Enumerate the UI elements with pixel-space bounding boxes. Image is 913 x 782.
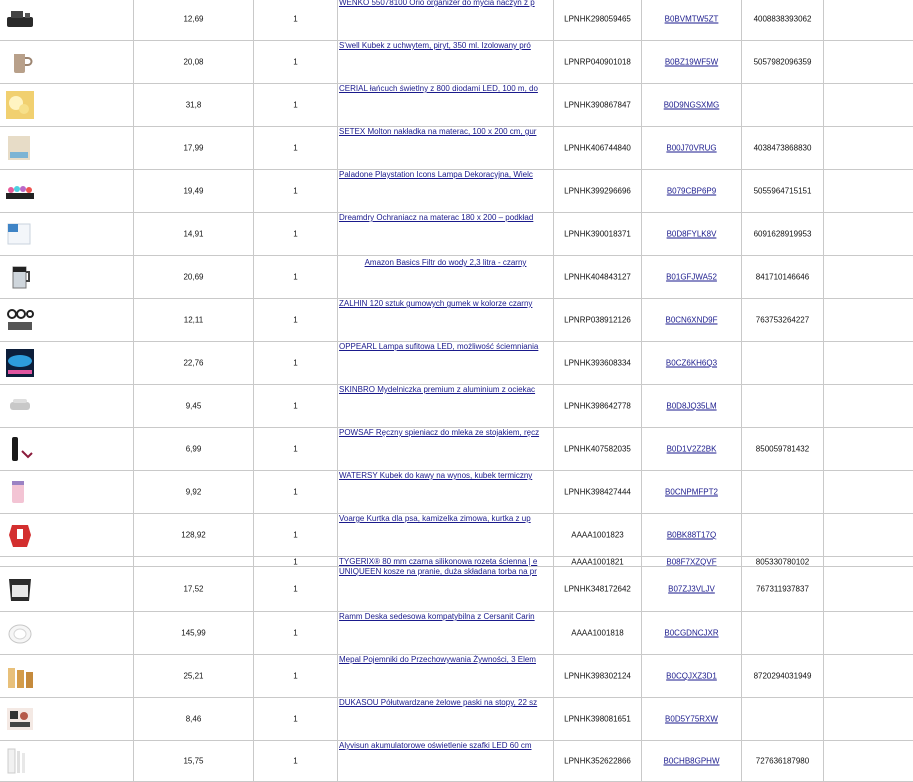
soap-dish-icon[interactable] (4, 390, 36, 422)
lpn-cell[interactable] (554, 655, 642, 697)
table-row (0, 385, 913, 428)
product-title-link[interactable]: SETEX Molton nakładka na materac, 100 x 200 cm, gur (339, 127, 537, 136)
price-cell[interactable] (134, 698, 254, 740)
lpn-cell[interactable] (554, 299, 642, 341)
empty-cell[interactable] (824, 84, 913, 126)
price-cell[interactable] (134, 557, 254, 566)
thumbnail-cell (0, 655, 134, 697)
quantity-cell[interactable] (254, 741, 338, 781)
title-cell (338, 41, 554, 83)
lpn-cell[interactable] (554, 385, 642, 427)
ean-value: 4038473868830 (753, 143, 812, 153)
empty-cell[interactable] (824, 299, 913, 341)
quantity-value: 1 (293, 186, 298, 196)
ean-value: 8720294031949 (753, 671, 812, 681)
title-cell (338, 557, 554, 566)
asin-link[interactable]: B0D8FYLK8V (666, 229, 717, 239)
title-cell (338, 0, 554, 40)
table-row (0, 741, 913, 782)
title-cell (338, 741, 554, 781)
price-value: 9,45 (185, 401, 202, 411)
price-cell[interactable] (134, 41, 254, 83)
asin-link[interactable]: B0CGDNCJXR (664, 628, 719, 638)
laundry-basket-icon[interactable] (4, 573, 36, 605)
product-title-link[interactable]: UNIQUEEN kosze na pranie, duża składana torba na pr (339, 567, 537, 576)
ean-cell[interactable] (742, 471, 824, 513)
table-row (0, 655, 913, 698)
quantity-value: 1 (293, 358, 298, 368)
asin-link[interactable]: B0D1V2Z2BK (666, 444, 717, 454)
title-cell (338, 471, 554, 513)
quantity-value: 1 (293, 487, 298, 497)
ean-value: 767311937837 (756, 584, 809, 594)
thumbnail-cell (0, 471, 134, 513)
title-cell (338, 612, 554, 654)
lpn-value: LPNHK352622866 (564, 756, 631, 766)
ean-value: 6091628919953 (753, 229, 812, 239)
asin-link[interactable]: B0CHB8GPHW (663, 756, 720, 766)
quantity-cell[interactable] (254, 655, 338, 697)
price-cell[interactable] (134, 127, 254, 169)
lpn-cell[interactable] (554, 256, 642, 298)
quantity-cell[interactable] (254, 41, 338, 83)
asin-link[interactable]: B0D9NGSXMG (663, 100, 720, 110)
asin-link[interactable]: B0D8JQ35LM (666, 401, 717, 411)
lpn-cell[interactable] (554, 557, 642, 566)
product-title-link[interactable]: POWSAF Ręczny spieniacz do mleka ze stojakiem, ręcz (339, 428, 540, 437)
ean-value: 4008838393062 (753, 14, 812, 24)
ean-cell[interactable] (742, 0, 824, 40)
lpn-cell[interactable] (554, 0, 642, 40)
thumbnail-cell (0, 514, 134, 556)
price-cell[interactable] (134, 213, 254, 255)
price-cell[interactable] (134, 84, 254, 126)
title-cell (338, 170, 554, 212)
asin-link[interactable]: B00J70VRUG (666, 143, 717, 153)
empty-cell[interactable] (824, 567, 913, 611)
price-value: 20,69 (183, 272, 204, 282)
lpn-value: LPNHK390867847 (564, 100, 631, 110)
quantity-cell[interactable] (254, 299, 338, 341)
ean-value: 5055964715151 (753, 186, 812, 196)
thumbnail-cell (0, 213, 134, 255)
asin-cell (642, 567, 742, 611)
asin-cell (642, 0, 742, 40)
price-cell[interactable] (134, 385, 254, 427)
thumbnail-cell (0, 170, 134, 212)
quantity-cell[interactable] (254, 213, 338, 255)
thumbnail-cell (0, 41, 134, 83)
price-cell[interactable] (134, 514, 254, 556)
asin-link[interactable]: B07ZJ3VLJV (668, 584, 715, 594)
ean-value: 805330780102 (755, 557, 810, 566)
lpn-value: LPNHK393608334 (564, 358, 631, 368)
title-cell (338, 514, 554, 556)
quantity-value: 1 (293, 57, 298, 67)
asin-link[interactable]: B079CBP6P9 (666, 186, 717, 196)
table-row (0, 256, 913, 299)
lpn-cell[interactable] (554, 514, 642, 556)
asin-cell (642, 557, 742, 566)
product-title-link[interactable]: OPPEARL Lampa sufitowa LED, możliwość ściemniania (339, 342, 539, 351)
lpn-cell[interactable] (554, 428, 642, 470)
thumbnail-cell (0, 0, 134, 40)
ean-cell[interactable] (742, 127, 824, 169)
lpn-value: LPNHK398081651 (564, 714, 631, 724)
product-title-link[interactable]: WATERSY Kubek do kawy na wynos, kubek termiczny (339, 471, 533, 480)
quantity-value: 1 (293, 272, 298, 282)
asin-cell (642, 385, 742, 427)
price-cell[interactable] (134, 170, 254, 212)
thumbnail-cell (0, 127, 134, 169)
title-cell (338, 213, 554, 255)
quantity-value: 1 (293, 315, 298, 325)
thumbnail-cell (0, 557, 134, 566)
mug-icon[interactable] (4, 46, 36, 78)
title-cell (338, 655, 554, 697)
lpn-value: AAAA1001821 (571, 557, 624, 566)
table-row (0, 41, 913, 84)
lpn-value: AAAA1001818 (571, 628, 624, 638)
quantity-cell[interactable] (254, 698, 338, 740)
quantity-value: 1 (293, 229, 298, 239)
price-value: 8,46 (185, 714, 202, 724)
milk-frother-icon[interactable] (4, 433, 36, 465)
asin-link[interactable]: B0BVMTW5ZT (664, 14, 719, 24)
product-title-link[interactable]: CERIAL łańcuch świetlny z 800 diodami LED, 100 m, do (339, 84, 538, 93)
quantity-value: 1 (293, 14, 298, 24)
title-cell (338, 84, 554, 126)
asin-cell (642, 299, 742, 341)
foot-patches-icon[interactable] (4, 703, 36, 735)
quantity-value: 1 (293, 557, 298, 566)
cabinet-light-icon[interactable] (4, 745, 36, 777)
quantity-cell[interactable] (254, 514, 338, 556)
price-value: 15,75 (183, 756, 204, 766)
table-row (0, 127, 913, 170)
product-title-link[interactable]: SKINBRO Mydelniczka premium z aluminium z ociekac (339, 385, 536, 394)
quantity-cell[interactable] (254, 84, 338, 126)
lpn-value: LPNHK298059465 (564, 14, 631, 24)
price-cell[interactable] (134, 428, 254, 470)
thumbnail-cell (0, 428, 134, 470)
price-value: 145,99 (181, 628, 206, 638)
lpn-value: LPNRP038912126 (564, 315, 631, 325)
quantity-value: 1 (293, 100, 298, 110)
quantity-cell[interactable] (254, 0, 338, 40)
thumbnail-cell (0, 741, 134, 781)
asin-cell (642, 342, 742, 384)
lpn-cell[interactable] (554, 41, 642, 83)
empty-cell[interactable] (824, 256, 913, 298)
asin-cell (642, 84, 742, 126)
price-value: 128,92 (181, 530, 206, 540)
product-title-link[interactable]: Paladone Playstation Icons Lampa Dekoracyjna, Wielc (339, 170, 533, 179)
title-cell (338, 698, 554, 740)
playstation-lamp-icon[interactable] (4, 175, 36, 207)
ean-value: 5057982096359 (753, 57, 812, 67)
thumbnail-cell (0, 385, 134, 427)
table-row (0, 471, 913, 514)
asin-link[interactable]: B0CNPMFPT2 (665, 487, 718, 497)
price-cell[interactable] (134, 567, 254, 611)
ean-cell[interactable] (742, 741, 824, 781)
quantity-value: 1 (293, 530, 298, 540)
product-title-link[interactable]: DUKASOU Półutwardzane żelowe paski na stopy, 22 sz (339, 698, 538, 707)
empty-cell[interactable] (824, 471, 913, 513)
quantity-cell[interactable] (254, 256, 338, 298)
ean-value: 763753264227 (755, 315, 810, 325)
ean-cell[interactable] (742, 514, 824, 556)
product-title-link[interactable]: Mepal Pojemniki do Przechowywania Żywności, 3 Elem (339, 655, 536, 664)
lpn-value: LPNHK398427444 (564, 487, 631, 497)
table-row (0, 0, 913, 41)
dog-jacket-icon[interactable] (4, 519, 36, 551)
table-row (0, 342, 913, 385)
asin-cell (642, 514, 742, 556)
lpn-cell[interactable] (554, 84, 642, 126)
lpn-value: LPNHK348172642 (564, 584, 631, 594)
asin-cell (642, 213, 742, 255)
travel-mug-icon[interactable] (4, 476, 36, 508)
lpn-value: AAAA1001823 (571, 530, 624, 540)
lpn-cell[interactable] (554, 612, 642, 654)
price-cell[interactable] (134, 0, 254, 40)
empty-cell[interactable] (824, 612, 913, 654)
water-filter-jug-icon[interactable] (4, 261, 36, 293)
quantity-cell[interactable] (254, 557, 338, 566)
lpn-cell[interactable] (554, 741, 642, 781)
price-value: 31,8 (185, 100, 202, 110)
table-row (0, 612, 913, 655)
ean-cell[interactable] (742, 299, 824, 341)
thumbnail-cell (0, 299, 134, 341)
ean-cell[interactable] (742, 428, 824, 470)
asin-cell (642, 471, 742, 513)
ean-cell[interactable] (742, 41, 824, 83)
title-cell (338, 299, 554, 341)
empty-cell[interactable] (824, 428, 913, 470)
quantity-value: 1 (293, 756, 298, 766)
asin-link[interactable]: B0BK88T17Q (666, 530, 717, 540)
lpn-cell[interactable] (554, 698, 642, 740)
thumbnail-cell (0, 256, 134, 298)
asin-cell (642, 741, 742, 781)
quantity-cell[interactable] (254, 342, 338, 384)
quantity-value: 1 (293, 584, 298, 594)
organizer-tray-icon[interactable] (4, 3, 36, 35)
price-value: 25,21 (183, 671, 204, 681)
ean-cell[interactable] (742, 655, 824, 697)
mattress-pad-icon[interactable] (4, 132, 36, 164)
lpn-value: LPNHK399296696 (564, 186, 631, 196)
asin-cell (642, 170, 742, 212)
table-row (0, 514, 913, 557)
lpn-value: LPNRP040901018 (564, 57, 631, 67)
quantity-value: 1 (293, 628, 298, 638)
product-title-link[interactable]: TYGERIX® 80 mm czarna silikonowa rozeta ścienna | e (339, 557, 538, 566)
ean-cell[interactable] (742, 342, 824, 384)
price-cell[interactable] (134, 741, 254, 781)
empty-cell[interactable] (824, 741, 913, 781)
lpn-cell[interactable] (554, 127, 642, 169)
price-value: 17,52 (183, 584, 204, 594)
ean-cell[interactable] (742, 698, 824, 740)
quantity-cell[interactable] (254, 385, 338, 427)
quantity-cell[interactable] (254, 127, 338, 169)
lpn-cell[interactable] (554, 342, 642, 384)
asin-cell (642, 698, 742, 740)
lpn-cell[interactable] (554, 471, 642, 513)
empty-cell[interactable] (824, 41, 913, 83)
asin-link[interactable]: B0D5Y75RXW (665, 714, 718, 724)
quantity-value: 1 (293, 671, 298, 681)
table-row (0, 170, 913, 213)
thumbnail-cell (0, 698, 134, 740)
asin-cell (642, 41, 742, 83)
lpn-value: LPNHK390018371 (564, 229, 631, 239)
product-title-link[interactable]: ZALHIN 120 sztuk gumowych gumek w kolorze czarny (339, 299, 533, 308)
product-title-link[interactable]: Dreamdry Ochraniacz na materac 180 x 200 – podkład (339, 213, 534, 222)
price-cell[interactable] (134, 471, 254, 513)
empty-cell[interactable] (824, 0, 913, 40)
asin-link[interactable]: B0CZ6KH6Q3 (665, 358, 718, 368)
empty-cell[interactable] (824, 655, 913, 697)
title-cell (338, 385, 554, 427)
price-cell[interactable] (134, 655, 254, 697)
food-containers-icon[interactable] (4, 660, 36, 692)
asin-cell (642, 428, 742, 470)
ean-cell[interactable] (742, 567, 824, 611)
product-title-link[interactable]: S'well Kubek z uchwytem, piryt, 350 ml. Izolowany pró (339, 41, 531, 50)
product-title-link[interactable]: Alyvisun akumulatorowe oświetlenie szafki LED 60 cm (339, 741, 532, 750)
thumbnail-cell (0, 612, 134, 654)
table-row (0, 84, 913, 127)
thumbnail-cell (0, 84, 134, 126)
ean-cell[interactable] (742, 84, 824, 126)
price-value: 17,99 (183, 143, 204, 153)
quantity-cell[interactable] (254, 567, 338, 611)
ean-cell[interactable] (742, 213, 824, 255)
lpn-cell[interactable] (554, 213, 642, 255)
lpn-cell[interactable] (554, 567, 642, 611)
price-cell[interactable] (134, 256, 254, 298)
light-chain-icon[interactable] (4, 89, 36, 121)
empty-cell[interactable] (824, 385, 913, 427)
price-value: 12,11 (183, 315, 204, 325)
rubber-bands-icon[interactable] (4, 304, 36, 336)
price-value: 22,76 (183, 358, 204, 368)
price-value: 19,49 (183, 186, 204, 196)
lpn-cell[interactable] (554, 170, 642, 212)
ean-value: 727636187980 (755, 756, 810, 766)
table-row (0, 557, 913, 567)
quantity-value: 1 (293, 714, 298, 724)
ean-value: 841710146646 (755, 272, 810, 282)
lpn-value: LPNHK398642778 (564, 401, 631, 411)
price-value: 12,69 (183, 14, 204, 24)
quantity-value: 1 (293, 401, 298, 411)
table-row (0, 299, 913, 342)
empty-cell[interactable] (824, 213, 913, 255)
table-row (0, 428, 913, 471)
price-cell[interactable] (134, 299, 254, 341)
title-cell (338, 127, 554, 169)
price-value: 9,92 (185, 487, 202, 497)
title-cell (338, 256, 554, 298)
product-title-link[interactable]: Ramm Deska sedesowa kompatybilna z Cersanit Carin (339, 612, 535, 621)
quantity-cell[interactable] (254, 471, 338, 513)
table-row (0, 567, 913, 612)
price-value: 6,99 (185, 444, 202, 454)
ean-cell[interactable] (742, 612, 824, 654)
title-cell (338, 428, 554, 470)
empty-cell[interactable] (824, 127, 913, 169)
lpn-value: LPNHK406744840 (564, 143, 631, 153)
title-cell (338, 342, 554, 384)
product-title-link[interactable]: WENKO 55078100 Orio organizer do mycia naczyń z p (339, 0, 535, 7)
table-row (0, 213, 913, 256)
ceiling-lamp-icon[interactable] (4, 347, 36, 379)
lpn-value: LPNHK407582035 (564, 444, 631, 454)
asin-cell (642, 655, 742, 697)
product-title-link[interactable]: Voarge Kurtka dla psa, kamizelka zimowa, kurtka z up (339, 514, 531, 523)
quantity-cell[interactable] (254, 170, 338, 212)
quantity-value: 1 (293, 143, 298, 153)
asin-link[interactable]: B0CQJXZ3D1 (666, 671, 717, 681)
asin-cell (642, 256, 742, 298)
lpn-value: LPNHK404843127 (564, 272, 631, 282)
asin-cell (642, 127, 742, 169)
price-value: 20,08 (183, 57, 204, 67)
empty-cell[interactable] (824, 342, 913, 384)
product-title-link[interactable]: Amazon Basics Filtr do wody 2,3 litra - czarny (364, 258, 527, 267)
empty-cell[interactable] (824, 557, 913, 566)
ean-cell[interactable] (742, 170, 824, 212)
thumbnail-cell (0, 567, 134, 611)
lpn-value: LPNHK398302124 (564, 671, 631, 681)
price-value: 14,91 (183, 229, 204, 239)
toilet-seat-icon[interactable] (4, 617, 36, 649)
asin-link[interactable]: B01GFJWA52 (666, 272, 717, 282)
asin-link[interactable]: B0BZ19WF5W (664, 57, 719, 67)
ean-cell[interactable] (742, 385, 824, 427)
ean-cell[interactable] (742, 256, 824, 298)
price-cell[interactable] (134, 342, 254, 384)
asin-link[interactable]: B08F7XZQVF (666, 557, 717, 566)
ean-value: 850059781432 (755, 444, 810, 454)
quantity-cell[interactable] (254, 428, 338, 470)
table-row (0, 698, 913, 741)
asin-link[interactable]: B0CN6XND9F (665, 315, 718, 325)
quantity-cell[interactable] (254, 612, 338, 654)
title-cell (338, 567, 554, 611)
quantity-value: 1 (293, 444, 298, 454)
asin-cell (642, 612, 742, 654)
empty-cell[interactable] (824, 514, 913, 556)
mattress-protector-icon[interactable] (4, 218, 36, 250)
empty-cell[interactable] (824, 698, 913, 740)
price-cell[interactable] (134, 612, 254, 654)
empty-cell[interactable] (824, 170, 913, 212)
ean-cell[interactable] (742, 557, 824, 566)
thumbnail-cell (0, 342, 134, 384)
